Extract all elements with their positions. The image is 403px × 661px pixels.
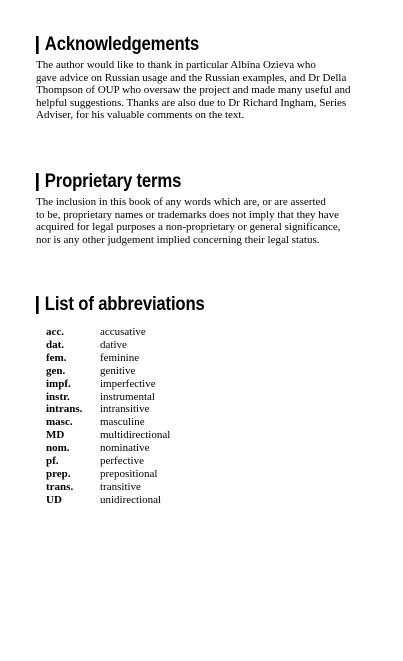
proprietary-text [36, 196, 376, 246]
list-item [46, 455, 376, 468]
list-item [46, 442, 376, 455]
list-item [46, 339, 376, 352]
acknowledgements-section [36, 34, 376, 122]
abbreviation-meaning: imperfective [100, 377, 156, 390]
abbreviation-meaning: intransitive [100, 403, 150, 416]
list-item [46, 326, 376, 339]
abbreviation-meaning: unidirectional [100, 493, 162, 506]
proprietary-heading [36, 171, 335, 193]
abbreviation-meaning: nominative [100, 442, 150, 455]
abbreviation: intrans. [46, 403, 83, 416]
heading-bar [36, 173, 39, 191]
abbreviation: nom. [46, 442, 70, 455]
list-item [46, 365, 376, 378]
abbreviations-list [46, 326, 376, 507]
list-item [46, 391, 376, 404]
abbreviation-meaning: prepositional [100, 467, 158, 480]
list-item [46, 403, 376, 416]
text-line: to be, proprietary names or trademarks does not imply that they have [36, 208, 340, 221]
list-item [46, 416, 376, 429]
list-item [46, 494, 376, 507]
abbreviations-section [36, 294, 376, 507]
abbreviations-title: List of abbreviations [44, 294, 205, 315]
acknowledgements-heading [36, 34, 335, 56]
abbreviation: masc. [46, 416, 73, 429]
abbreviation: gen. [46, 364, 66, 377]
abbreviation: prep. [46, 467, 71, 480]
abbreviations-heading [36, 294, 335, 316]
abbreviation: fem. [46, 351, 67, 364]
text-line: The inclusion in this book of any words which are, or are asserted [36, 196, 326, 208]
abbreviation: acc. [46, 326, 65, 338]
text-line: gave advice on Russian usage and the Russian examples, and Dr Della [36, 71, 347, 84]
abbreviation-meaning: multidirectional [100, 429, 171, 442]
text-line: Thompson of OUP who oversaw the project and made many useful and [36, 84, 351, 97]
text-line: nor is any other judgement implied concerning their legal status. [36, 233, 320, 246]
abbreviation: UD [46, 493, 62, 506]
abbreviation-meaning: accusative [100, 326, 146, 338]
list-item [46, 352, 376, 365]
heading-bar [36, 296, 39, 314]
list-item [46, 481, 376, 494]
abbreviation-meaning: masculine [100, 416, 145, 429]
heading-bar [36, 36, 39, 54]
abbreviation-meaning: instrumental [100, 390, 155, 403]
abbreviation-meaning: genitive [100, 364, 136, 377]
text-line: acquired for legal purposes a non-proprietary or general significance, [36, 221, 341, 234]
text-line: Adviser, for his valuable comments on the text. [36, 109, 245, 122]
abbreviation: instr. [46, 390, 70, 403]
acknowledgements-text [36, 59, 376, 122]
abbreviation-meaning: feminine [100, 351, 140, 364]
abbreviation: dat. [46, 338, 65, 351]
text-line: helpful suggestions. Thanks are also due to Dr Richard Ingham, Series [36, 96, 347, 109]
abbreviation: trans. [46, 480, 74, 493]
abbreviation-meaning: perfective [100, 455, 144, 468]
text-line: The author would like to thank in particular Albina Ozieva who [36, 59, 316, 71]
list-item [46, 378, 376, 391]
abbreviation: pf. [46, 455, 59, 468]
proprietary-title: Proprietary terms [44, 171, 182, 192]
abbreviation-meaning: transitive [100, 480, 141, 493]
abbreviation-meaning: dative [100, 338, 127, 351]
abbreviation: impf. [46, 377, 71, 390]
abbreviation: MD [46, 429, 65, 442]
proprietary-section [36, 171, 376, 246]
list-item [46, 468, 376, 481]
list-item [46, 429, 376, 442]
acknowledgements-title: Acknowledgements [44, 34, 200, 55]
